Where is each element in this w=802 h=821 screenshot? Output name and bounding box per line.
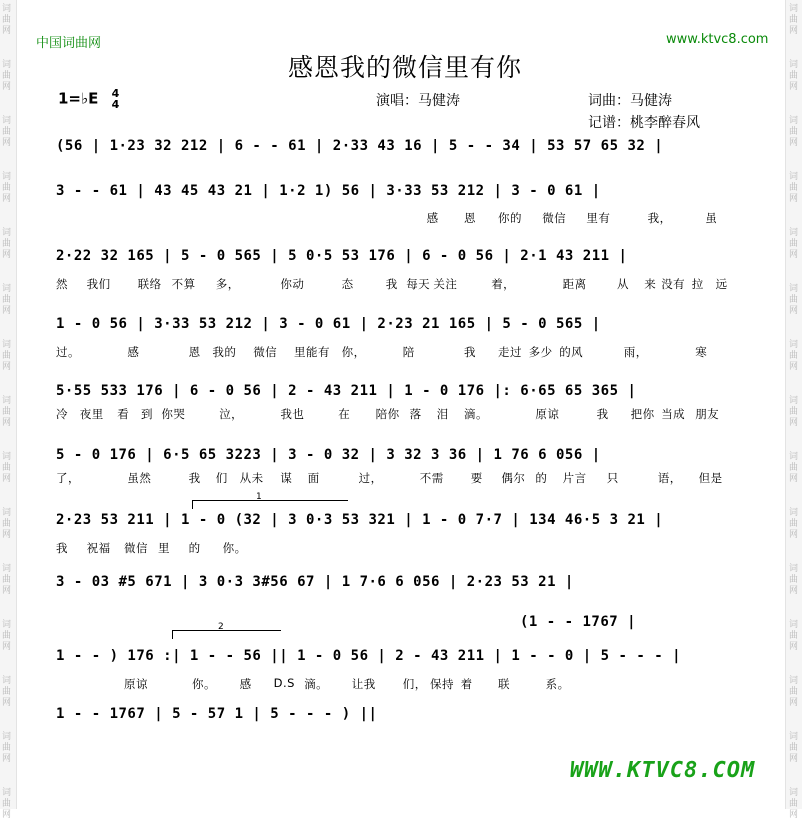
score-line-lyrics — [56, 470, 736, 486]
watermark-glyphs: 词 曲 网 — [2, 228, 12, 260]
score-line-notes: 2·22 32 165 | 5 - 0 565 | 5 0·5 53 176 | 6 - 0 56 | 2·1 43 211 | — [56, 248, 628, 264]
lyric-word: 多少 — [528, 345, 553, 359]
lyric-word: 没有 — [661, 277, 686, 291]
lyric-word: 滴。 — [304, 677, 329, 691]
watermark-glyphs: 词 曲 网 — [2, 4, 12, 36]
lyric-word: 我 — [56, 541, 68, 555]
lyric-word: 我 — [188, 471, 201, 485]
score-line-notes: 5·55 533 176 | 6 - 0 56 | 2 - 43 211 | 1 - 0 176 |: 6·65 65 365 | — [56, 383, 637, 399]
lyric-word: 陪你 — [375, 407, 400, 421]
lyric-word: 每天 — [406, 277, 431, 291]
lyric-word: 关注 — [433, 277, 458, 291]
transcriber-credit: 记谱：桃李醉春风 — [588, 115, 700, 131]
lyric-word: 祝福 — [86, 541, 111, 555]
lyric-word: 看 — [117, 407, 130, 421]
lyric-word: 你。 — [192, 677, 216, 691]
lyric-word: 不需 — [419, 471, 444, 485]
lyric-word: 谋 — [280, 471, 293, 485]
right-watermark-strip — [785, 0, 802, 820]
watermark-glyphs: 词 曲 网 — [2, 340, 12, 372]
watermark-glyphs: 词 曲 网 — [2, 732, 12, 764]
left-watermark-strip — [0, 0, 17, 820]
watermark-glyphs: 词 曲 网 — [2, 508, 12, 540]
score-line-notes: 5 - 0 176 | 6·5 65 3223 | 3 - 0 32 | 3 32 3 36 | 1 76 6 056 | — [56, 447, 601, 463]
lyric-word: 寒 — [695, 345, 708, 359]
lyric-word: 偶尔 — [501, 471, 526, 485]
score-line-lyrics — [56, 344, 736, 360]
second-ending-bracket — [172, 630, 281, 639]
lyric-word: 要 — [470, 471, 483, 485]
lyric-word: 陪 — [402, 345, 415, 359]
lyric-word: 泪 — [436, 407, 449, 421]
key-signature — [58, 88, 119, 110]
lyric-word: 着， — [491, 277, 516, 291]
lyric-word: 滴。 — [464, 407, 488, 421]
lyric-word: 虽然 — [127, 471, 152, 485]
watermark-glyphs: 词 曲 网 — [2, 564, 12, 596]
lyric-word: 距离 — [562, 277, 587, 291]
singer-credit: 演唱：马健涛 — [376, 93, 460, 109]
song-title: 感恩我的微信里有你 — [288, 53, 523, 82]
time-sig-bottom: 4 — [111, 98, 120, 111]
lyric-word: 恩 — [188, 345, 201, 359]
watermark-glyphs: 词 曲 网 — [789, 340, 799, 372]
score-line-notes: 3 - - 61 | 43 45 43 21 | 1·2 1) 56 | 3·33 53 212 | 3 - 0 61 | — [56, 183, 601, 199]
lyric-word: 你。 — [222, 541, 247, 555]
watermark-glyphs: 词 曲 网 — [789, 60, 799, 92]
score-line-notes: (1 - - 1767 | — [520, 614, 637, 630]
watermark-glyphs: 词 曲 网 — [2, 116, 12, 148]
watermark-glyphs: 词 曲 网 — [2, 396, 12, 428]
lyric-word: 远 — [715, 277, 728, 291]
watermark-glyphs: 词 曲 网 — [789, 116, 799, 148]
site-url-right[interactable]: www.ktvc8.com — [666, 32, 769, 47]
lyric-word: 我 — [596, 407, 609, 421]
score-line-lyrics — [56, 276, 736, 292]
bottom-site-logo[interactable]: WWW.KTVC8.COM — [570, 758, 756, 783]
composer-credit: 词曲：马健涛 — [588, 93, 672, 109]
lyric-word: 微信 — [124, 541, 148, 555]
watermark-glyphs: 词 曲 网 — [2, 620, 12, 652]
watermark-glyphs: 词 曲 网 — [789, 676, 799, 708]
lyric-word: 感 — [127, 345, 140, 359]
lyric-word: 在 — [338, 407, 351, 421]
first-ending-bracket — [192, 500, 348, 509]
lyric-word: 语， — [657, 471, 682, 485]
lyric-word: 的 — [188, 541, 201, 555]
lyric-word: 过， — [358, 471, 383, 485]
score-line-notes: 1 - 0 56 | 3·33 53 212 | 3 - 0 61 | 2·23 21 165 | 5 - 0 565 | — [56, 316, 601, 332]
score-line-lyrics — [56, 210, 736, 226]
lyric-word: 联 — [498, 677, 510, 691]
lyric-word: 我， — [647, 211, 672, 225]
lyric-word: 我也 — [280, 407, 305, 421]
lyric-word: 里 — [158, 541, 170, 555]
watermark-glyphs: 词 曲 网 — [789, 4, 799, 36]
key-label: 1=♭E — [58, 89, 99, 108]
score-line-notes: 3 - 03 #5 671 | 3 0·3 3#56 67 | 1 7·6 6 056 | 2·23 53 21 | — [56, 574, 574, 590]
lyric-word: 我 — [385, 277, 398, 291]
lyric-word: 到 — [141, 407, 153, 421]
lyric-word: 了， — [56, 471, 80, 485]
lyric-word: 我们 — [86, 277, 111, 291]
lyric-word: 感 — [239, 677, 252, 691]
score-line-notes: 1 - - 1767 | 5 - 57 1 | 5 - - - ) || — [56, 706, 378, 722]
watermark-glyphs: 词 曲 网 — [789, 788, 799, 820]
lyric-word: 你哭 — [161, 407, 186, 421]
score-line-notes: 1 - - ) 176 :| 1 - - 56 || 1 - 0 56 | 2 - 43 211 | 1 - - 0 | 5 - - - | — [56, 648, 682, 664]
lyric-word: 片言 — [562, 471, 587, 485]
lyric-word: 微信 — [542, 211, 567, 225]
lyric-word: 感 — [426, 211, 439, 225]
lyric-word: 泣， — [219, 407, 244, 421]
lyric-word: 从 — [617, 277, 629, 291]
watermark-glyphs: 词 曲 网 — [789, 564, 799, 596]
watermark-glyphs: 词 曲 网 — [789, 508, 799, 540]
watermark-glyphs: 词 曲 网 — [2, 788, 12, 820]
watermark-glyphs: 词 曲 网 — [2, 452, 12, 484]
lyric-word: 落 — [409, 407, 422, 421]
lyric-word: 从未 — [239, 471, 264, 485]
lyric-word: 然 — [56, 277, 68, 291]
watermark-glyphs: 词 曲 网 — [789, 396, 799, 428]
watermark-glyphs: 词 曲 网 — [2, 60, 12, 92]
lyric-word: 虽 — [705, 211, 718, 225]
lyric-word: 当成 — [661, 407, 686, 421]
lyric-word: 系。 — [545, 677, 570, 691]
watermark-glyphs: 词 曲 网 — [789, 620, 799, 652]
lyric-word: 但是 — [698, 471, 723, 485]
lyric-word: 保持 — [430, 677, 454, 691]
lyric-word: 态 — [341, 277, 354, 291]
watermark-glyphs: 词 曲 网 — [2, 172, 12, 204]
watermark-glyphs: 词 曲 网 — [789, 732, 799, 764]
lyric-word: 走过 — [498, 345, 522, 359]
lyric-word: 们 — [215, 471, 228, 485]
lyric-word: 只 — [606, 471, 619, 485]
lyric-word: 雨， — [623, 345, 648, 359]
watermark-glyphs: 词 曲 网 — [789, 452, 799, 484]
lyric-word: 你的 — [498, 211, 522, 225]
watermark-glyphs: 词 曲 网 — [789, 284, 799, 316]
lyric-word: 原谅 — [124, 677, 148, 691]
score-line-notes: (56 | 1·23 32 212 | 6 - - 61 | 2·33 43 16 | 5 - - 34 | 53 57 65 32 | — [56, 138, 664, 154]
lyric-word: 拉 — [691, 277, 704, 291]
lyric-word: 的风 — [559, 345, 584, 359]
lyric-word: 我的 — [212, 345, 237, 359]
watermark-glyphs: 词 曲 网 — [2, 284, 12, 316]
lyric-word: 多， — [215, 277, 240, 291]
lyric-word: 夜里 — [79, 407, 104, 421]
lyric-word: 冷 — [56, 407, 68, 421]
lyric-word: D.S — [273, 676, 295, 690]
lyric-word: 我 — [464, 345, 476, 359]
lyric-word: 朋友 — [695, 407, 720, 421]
lyric-word: 来 — [644, 277, 657, 291]
score-line-lyrics — [56, 676, 736, 692]
second-ending-number: 2 — [218, 622, 224, 632]
time-signature — [112, 88, 120, 110]
watermark-glyphs: 词 曲 网 — [2, 676, 12, 708]
lyric-word: 你， — [341, 345, 366, 359]
score-line-notes: 2·23 53 211 | 1 - 0 (32 | 3 0·3 53 321 | 1 - 0 7·7 | 134 46·5 3 21 | — [56, 512, 664, 528]
lyric-word: 的 — [535, 471, 548, 485]
site-name-left[interactable]: 中国词曲网 — [36, 36, 102, 51]
lyric-word: 原谅 — [535, 407, 560, 421]
lyric-word: 们， — [402, 677, 427, 691]
lyric-word: 过。 — [56, 345, 80, 359]
score-line-lyrics — [56, 406, 736, 422]
lyric-word: 把你 — [630, 407, 655, 421]
watermark-glyphs: 词 曲 网 — [789, 228, 799, 260]
watermark-glyphs: 词 曲 网 — [789, 172, 799, 204]
lyric-word: 面 — [307, 471, 320, 485]
lyric-word: 微信 — [253, 345, 278, 359]
lyric-word: 着 — [460, 677, 473, 691]
score-line-lyrics — [56, 540, 736, 556]
lyric-word: 联络 — [137, 277, 162, 291]
lyric-word: 恩 — [464, 211, 476, 225]
lyric-word: 让我 — [351, 677, 376, 691]
time-sig-top: 4 — [111, 87, 120, 100]
first-ending-number: 1 — [256, 492, 262, 502]
lyric-word: 不算 — [171, 277, 196, 291]
lyric-word: 里有 — [586, 211, 611, 225]
lyric-word: 里能有 — [294, 345, 330, 359]
lyric-word: 你动 — [280, 277, 305, 291]
